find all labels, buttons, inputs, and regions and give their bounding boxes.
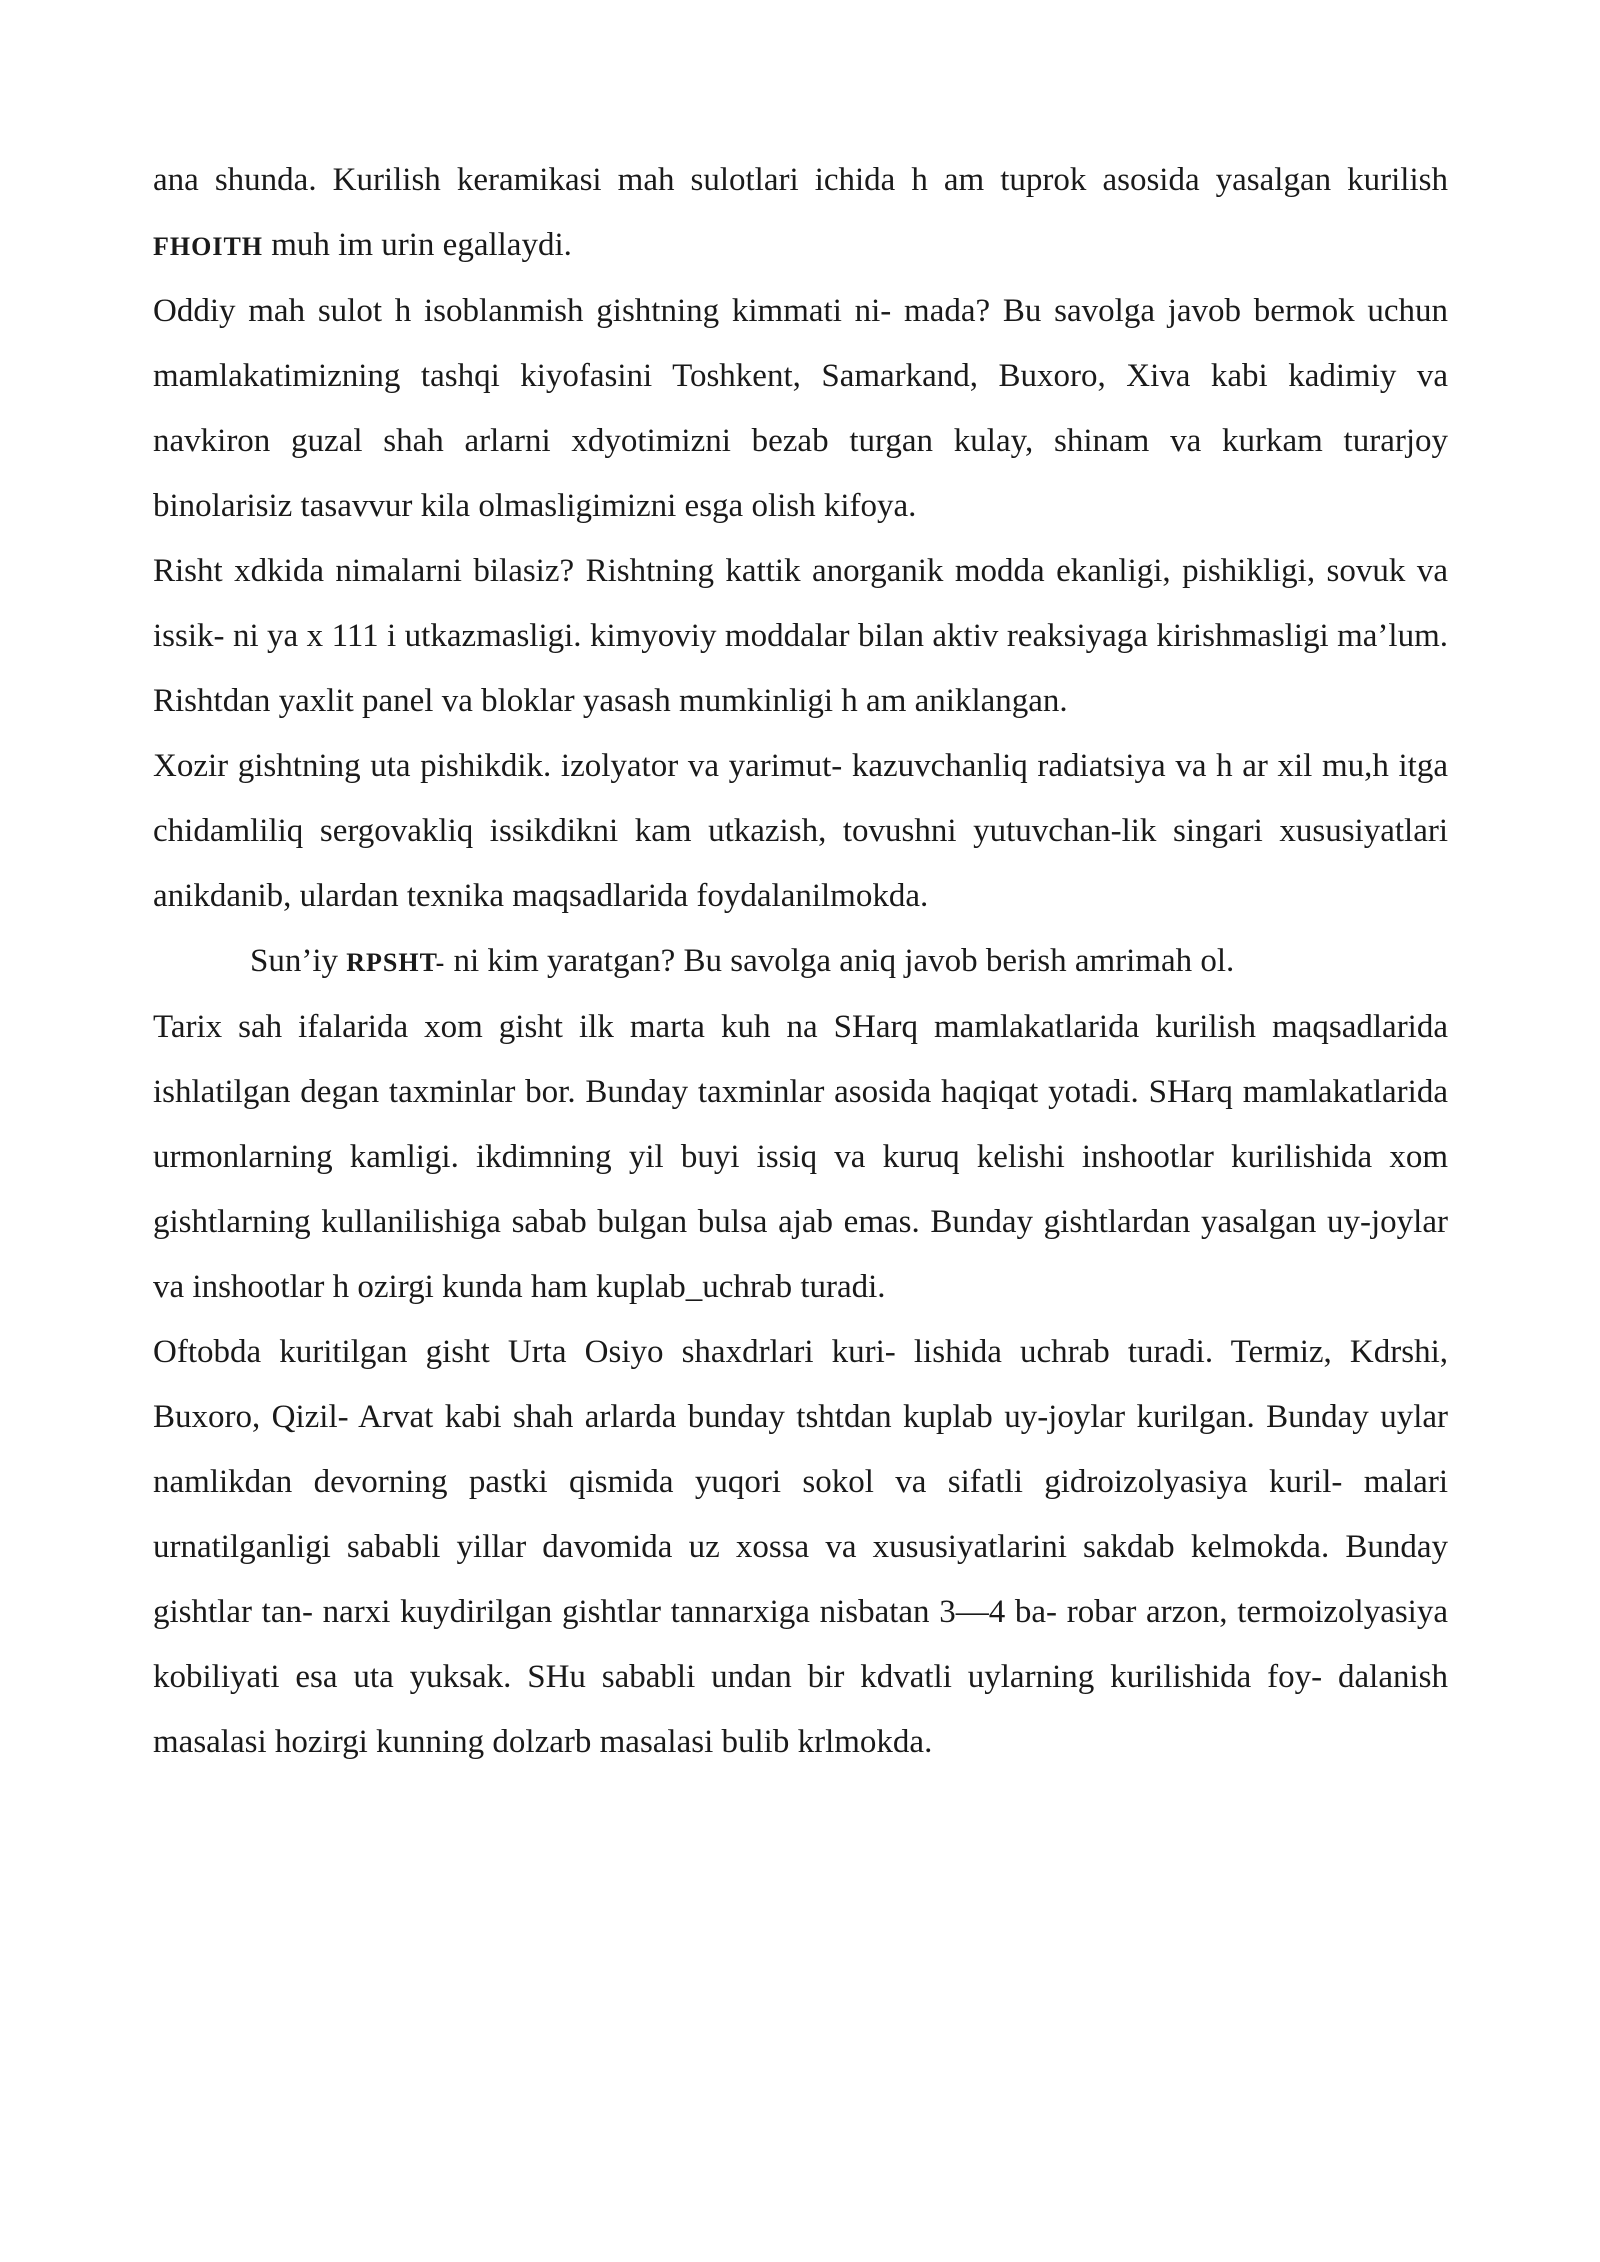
paragraph-1-text-b: muh im urin egallaydi.	[263, 227, 572, 263]
paragraph-1-bold-word: FHOITH	[153, 232, 264, 261]
paragraph-5-text-b: ni kim yaratgan? Bu savolga aniq javob berish amrimah ol.	[445, 943, 1235, 979]
paragraph-4: Xozir gishtning uta pishikdik. izolyator va yarimut- kazuvchanliq radiatsiya va h ar xil mu,h itga chidamliliq sergovakliq issikdikni kam utkazish, tovushni yutuvchan-lik singari xususiyatlari anikdanib, ulardan texnika maqsadlarida foydalanilmokda.	[153, 748, 1448, 914]
document-page	[153, 148, 1448, 1775]
paragraph-1	[153, 148, 1448, 279]
paragraph-6: Tarix sah ifalarida xom gisht ilk marta kuh na SHarq mamlakatlarida kurilish maqsadlarida ishlatilgan degan taxminlar bor. Bunday taxminlar asosida haqiqat yotadi. SHarq mamlakatlarida urmonlarning kamligi. ikdimning yil buyi issiq va kuruq kelishi inshootlar kurilishida xom gishtlarning kullanilishiga sabab bulgan bulsa ajab emas. Bunday gishtlardan yasalgan uy-joylar va inshootlar h ozirgi kunda ham kuplab_uchrab turadi.	[153, 1009, 1448, 1305]
paragraph-7: Oftobda kuritilgan gisht Urta Osiyo shaxdrlari kuri- lishida uchrab turadi. Termiz, Kdrshi, Buxoro, Qizil- Arvat kabi shah arlarda bunday tshtdan kuplab uy-joylar kurilgan. Bunday uylar namlikdan devorning pastki qismida yuqori sokol va sifatli gidroizolyasiya kuril- malari urnatilganligi sababli yillar davomida uz xossa va xususiyatlarini sakdab kelmokda. Bunday gishtlar tan- narxi kuydirilgan gishtlar tannarxiga nisbatan 3—4 ba- robar arzon, termoizolyasiya kobiliyati esa uta yuksak. SHu sababli undan bir kdvatli uylarning kurilishida foy- dalanish masalasi hozirgi kunning dolzarb masalasi bulib krlmokda.	[153, 1334, 1448, 1760]
paragraph-3: Risht xdkida nimalarni bilasiz? Rishtning kattik anorganik modda ekanligi, pishikligi, sovuk va issik- ni ya x 111 i utkazmasligi. kimyoviy moddalar bilan aktiv reaksiyaga kirishmasligi ma’lum. Rishtdan yaxlit panel va bloklar yasash mumkinligi h am aniklangan.	[153, 553, 1448, 719]
paragraph-5-bold-word: RPSHT-	[346, 948, 446, 977]
paragraph-5	[153, 929, 1448, 995]
paragraph-1-text-a: ana shunda. Kurilish keramikasi mah sulotlari ichida h am tuprok asosida yasalgan kurilish	[153, 162, 1448, 198]
paragraph-2: Oddiy mah sulot h isoblanmish gishtning kimmati ni- mada? Bu savolga javob bermok uchun mamlakatimizning tashqi kiyofasini Toshkent, Samarkand, Buxoro, Xiva kabi kadimiy va navkiron guzal shah arlarni xdyotimizni bezab turgan kulay, shinam va kurkam turarjoy binolarisiz tasavvur kila olmasligimizni esga olish kifoya.	[153, 293, 1448, 524]
paragraph-5-text-a: Sun’iy	[250, 943, 347, 979]
